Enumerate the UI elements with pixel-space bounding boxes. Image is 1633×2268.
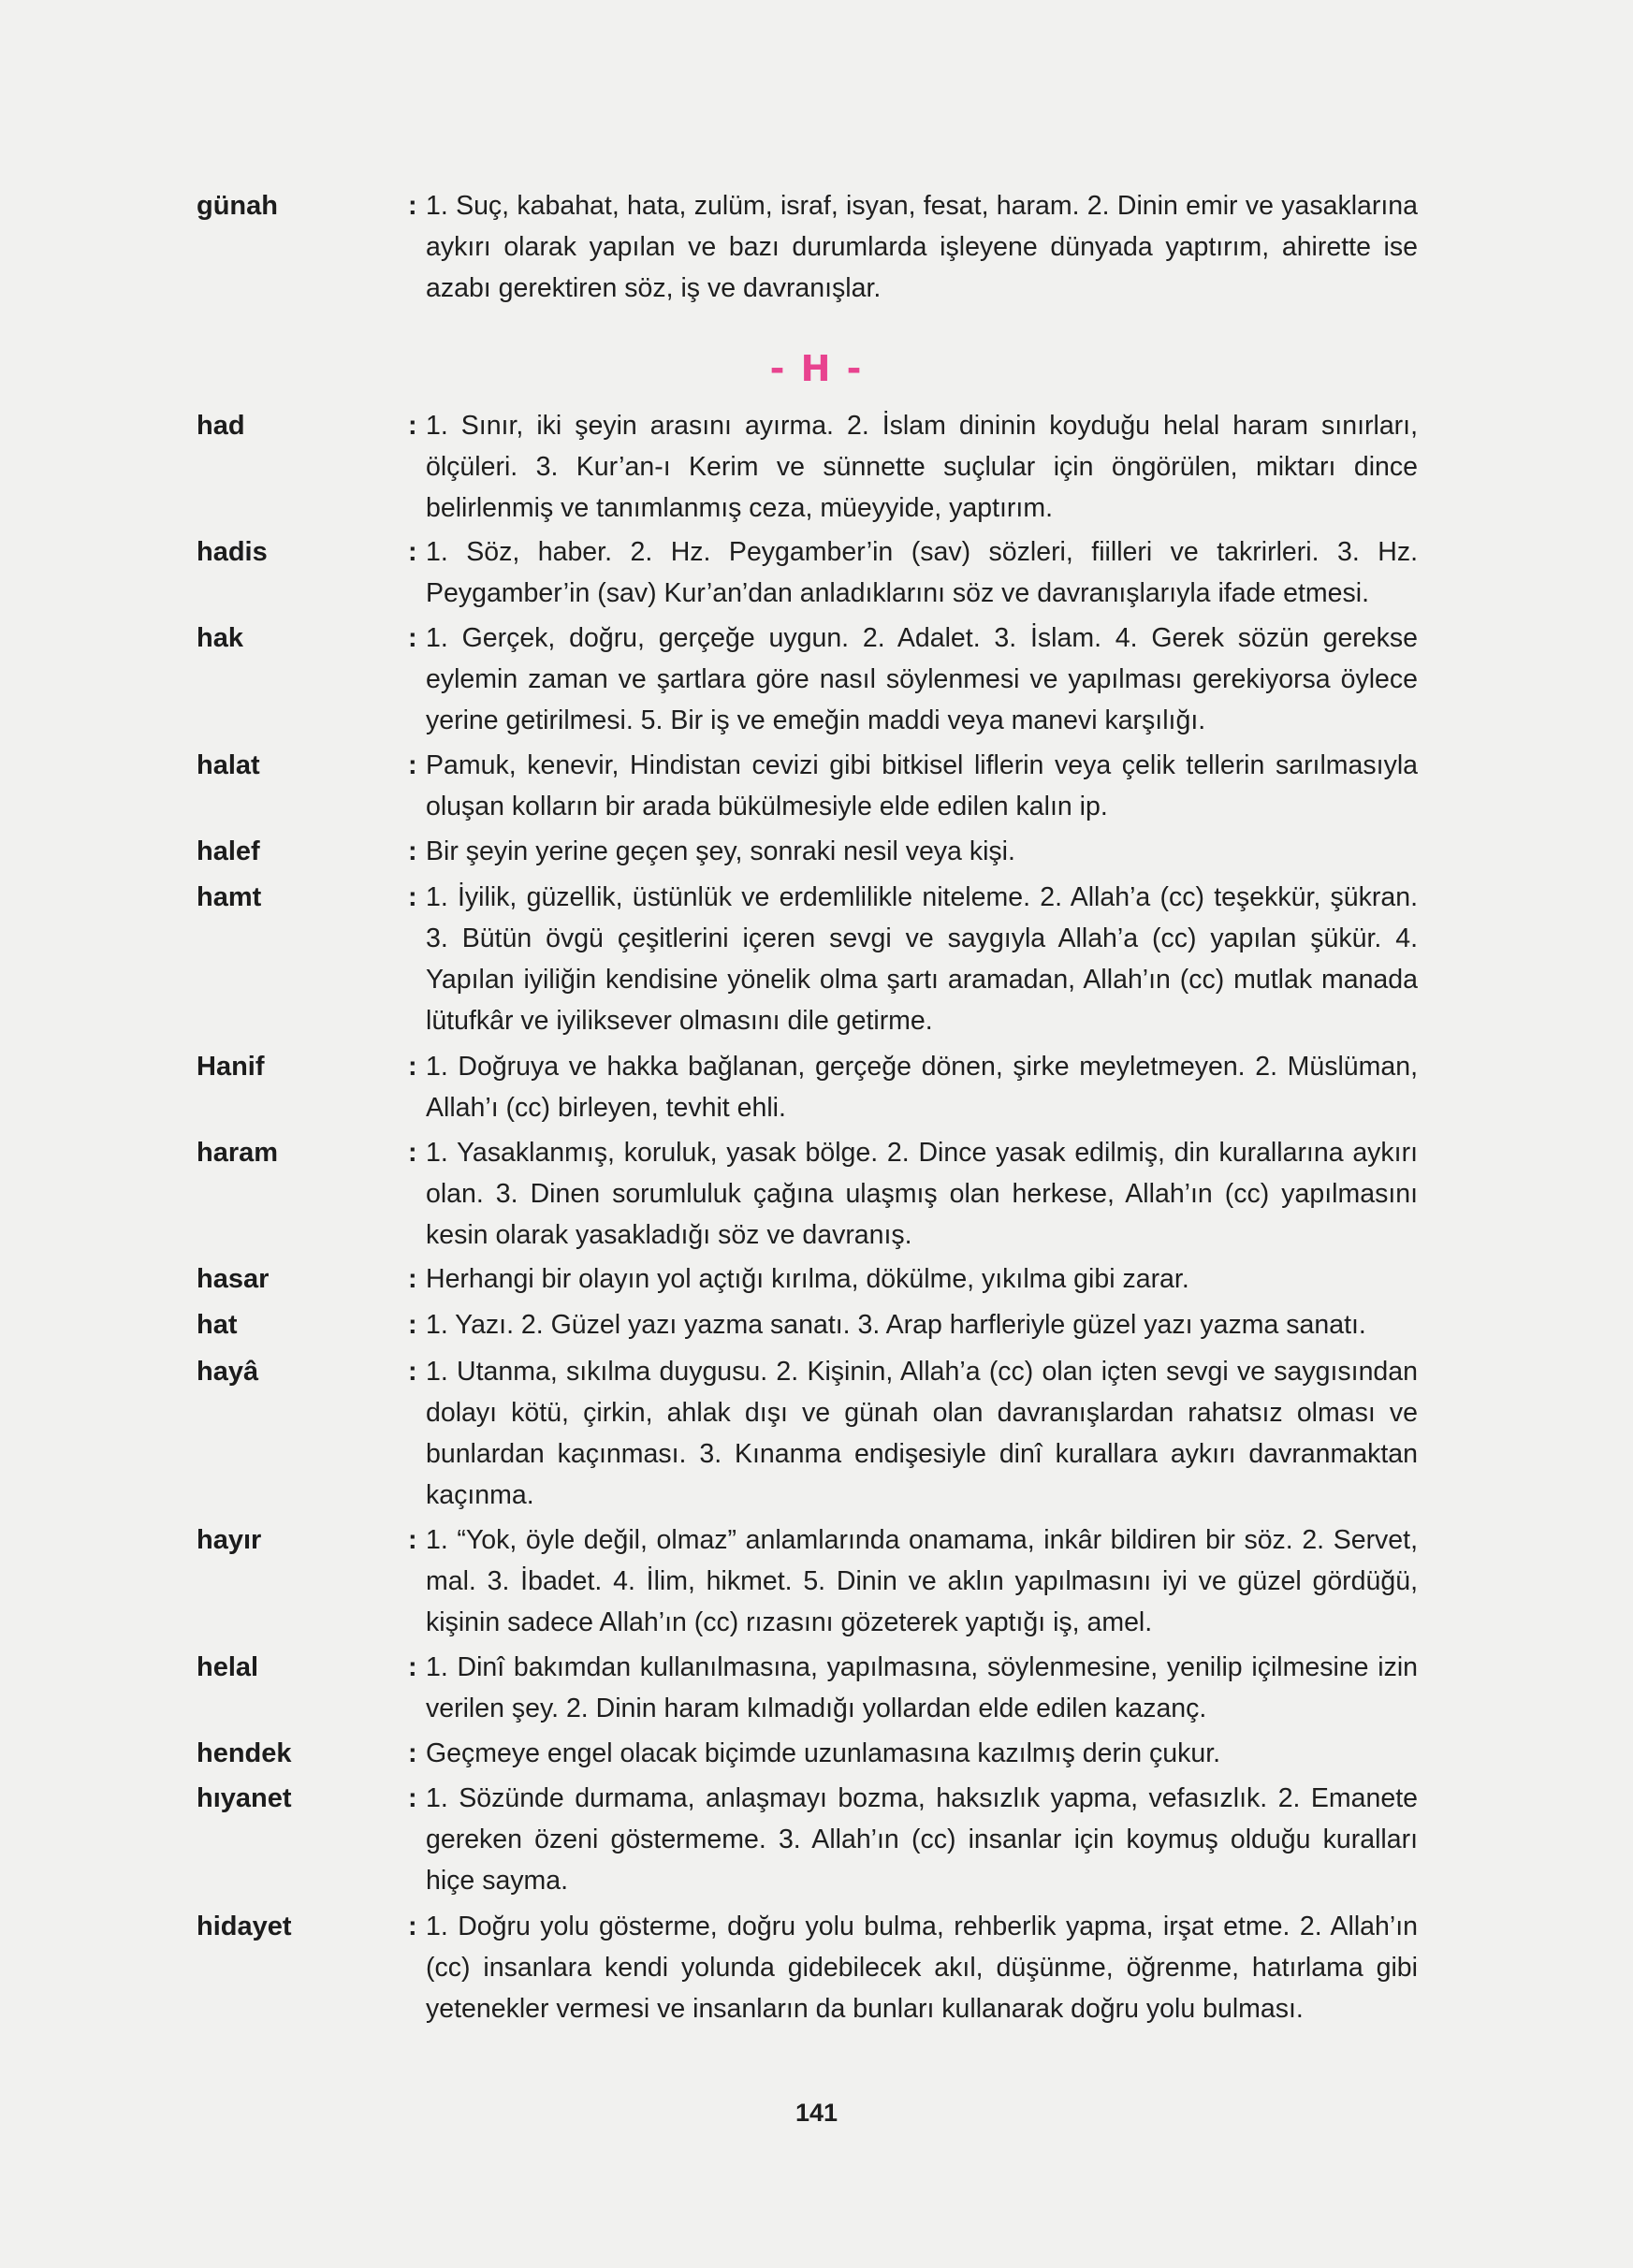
colon: :: [408, 1052, 417, 1082]
definition: 1. Gerçek, doğru, gerçeğe uygun. 2. Adalet. 3. İslam. 4. Gerek sözün gerekse eylemin zaman ve şartlara göre nasıl söylenmesi ve yapılması gerekiyorsa öylece yerine getirilmesi. 5. Bir iş ve emeğin maddi veya manevi karşılığı.: [426, 623, 1418, 735]
term: hayâ: [197, 1357, 259, 1387]
term: helal: [197, 1652, 259, 1682]
definition: 1. Dinî bakımdan kullanılmasına, yapılmasına, söylenmesine, yenilip içilmesine izin verilen şey. 2. Dinin haram kılmadığı yollardan elde edilen kazanç.: [426, 1652, 1418, 1723]
term: günah: [197, 191, 278, 221]
term: hat: [197, 1310, 238, 1340]
definition: 1. İyilik, güzellik, üstünlük ve erdemlilikle niteleme. 2. Allah’a (cc) teşekkür, şükran. 3. Bütün övgü çeşitlerini içeren sevgi ve saygıyla Allah’a (cc) yapılan şükür. 4. Yapılan iyiliğin kendisine yönelik olma şartı aramadan, Allah’ın (cc) mutlak manada lütufkâr ve iyiliksever olmasını dile getirme.: [426, 882, 1418, 1036]
definition: 1. Utanma, sıkılma duygusu. 2. Kişinin, Allah’a (cc) olan içten sevgi ve saygısından dolayı kötü, çirkin, ahlak dışı ve günah olan davranışlardan rahatsız olması ve bunlardan kaçınması. 3. Kınanma endişesiyle dinî kurallara aykırı davranmaktan kaçınma.: [426, 1357, 1418, 1510]
colon: :: [408, 1264, 417, 1294]
term: halef: [197, 836, 260, 866]
definition: 1. Suç, kabahat, hata, zulüm, israf, isyan, fesat, haram. 2. Dinin emir ve yasaklarına aykırı olarak yapılan ve bazı durumlarda işleyene dünyada yaptırım, ahirette ise azabı gerektiren söz, iş ve davranışlar.: [426, 191, 1418, 303]
definition: 1. Söz, haber. 2. Hz. Peygamber’in (sav) sözleri, fiilleri ve takrirleri. 3. Hz. Peygamber’in (sav) Kur’an’dan anladıklarını söz ve davranışlarıyla ifade etmesi.: [426, 537, 1418, 608]
colon: :: [408, 750, 417, 780]
colon: :: [408, 1525, 417, 1555]
colon: :: [408, 1310, 417, 1340]
colon: :: [408, 1783, 417, 1813]
colon: :: [408, 1357, 417, 1387]
term: hadis: [197, 537, 268, 567]
colon: :: [408, 537, 417, 567]
colon: :: [408, 191, 417, 221]
colon: :: [408, 623, 417, 653]
definition: 1. Doğru yolu gösterme, doğru yolu bulma, rehberlik yapma, irşat etme. 2. Allah’ın (cc) insanlara kendi yolunda gidebilecek akıl, düşünme, öğrenme, hatırlama gibi yetenekler vermesi ve insanların da bunları kullanarak doğru yolu bulması.: [426, 1912, 1418, 2024]
definition: Geçmeye engel olacak biçimde uzunlamasına kazılmış derin çukur.: [426, 1738, 1221, 1768]
term: hasar: [197, 1264, 270, 1294]
definition: Bir şeyin yerine geçen şey, sonraki nesil veya kişi.: [426, 836, 1015, 866]
term: hidayet: [197, 1912, 292, 1941]
definition: Herhangi bir olayın yol açtığı kırılma, dökülme, yıkılma gibi zarar.: [426, 1264, 1189, 1294]
colon: :: [408, 411, 417, 441]
colon: :: [408, 836, 417, 866]
term: hendek: [197, 1738, 292, 1768]
colon: :: [408, 882, 417, 912]
definition: 1. Sınır, iki şeyin arasını ayırma. 2. İslam dininin koyduğu helal haram sınırları, ölçüleri. 3. Kur’an-ı Kerim ve sünnette suçlular için öngörülen, miktarı dince belirlenmiş ve tanımlanmış ceza, müeyyide, yaptırım.: [426, 411, 1418, 523]
definition: 1. Sözünde durmama, anlaşmayı bozma, haksızlık yapma, vefasızlık. 2. Emanete gereken özeni göstermeme. 3. Allah’ın (cc) insanlar için koymuş olduğu kuralları hiçe sayma.: [426, 1783, 1418, 1896]
section-heading: - H -: [769, 348, 864, 389]
term: halat: [197, 750, 260, 780]
term: had: [197, 411, 245, 441]
term: hayır: [197, 1525, 262, 1555]
colon: :: [408, 1912, 417, 1941]
colon: :: [408, 1138, 417, 1168]
term: hak: [197, 623, 243, 653]
definition: 1. Yasaklanmış, koruluk, yasak bölge. 2. Dince yasak edilmiş, din kurallarına aykırı olan. 3. Dinen sorumluluk çağına ulaşmış olan herkese, Allah’ın (cc) yapılmasını kesin olarak yasakladığı söz ve davranış.: [426, 1138, 1418, 1250]
page-number: 141: [795, 2099, 838, 2127]
term: hamt: [197, 882, 262, 912]
term: hıyanet: [197, 1783, 292, 1813]
term: haram: [197, 1138, 279, 1168]
definition: Pamuk, kenevir, Hindistan cevizi gibi bitkisel liflerin veya çelik tellerin sarılmasıyla oluşan kolların bir arada bükülmesiyle elde edilen kalın ip.: [426, 750, 1418, 821]
definition: 1. Yazı. 2. Güzel yazı yazma sanatı. 3. Arap harfleriyle güzel yazı yazma sanatı.: [426, 1310, 1366, 1340]
colon: :: [408, 1738, 417, 1768]
colon: :: [408, 1652, 417, 1682]
term: Hanif: [197, 1052, 265, 1082]
definition: 1. Doğruya ve hakka bağlanan, gerçeğe dönen, şirke meyletmeyen. 2. Müslüman, Allah’ı (cc) birleyen, tevhit ehli.: [426, 1052, 1418, 1123]
definition: 1. “Yok, öyle değil, olmaz” anlamlarında onamama, inkâr bildiren bir söz. 2. Servet, mal. 3. İbadet. 4. İlim, hikmet. 5. Dinin ve aklın yapılmasını iyi ve güzel gördüğü, kişinin sadece Allah’ın (cc) rızasını gözeterek yaptığı iş, amel.: [426, 1525, 1418, 1637]
